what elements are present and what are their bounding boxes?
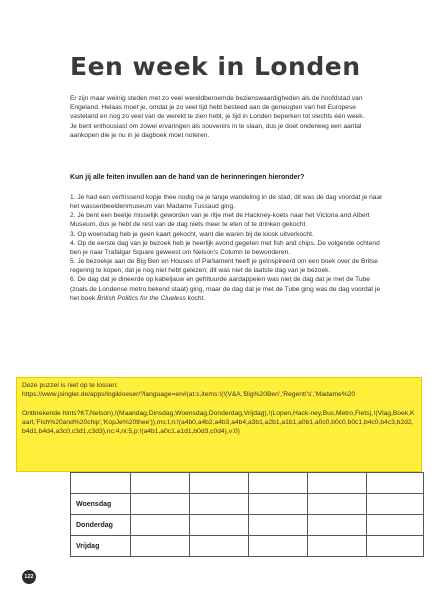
grid-cell[interactable] bbox=[308, 473, 367, 494]
note-hints: Ontbrekende hints?KT,Nelson),!(Maandag,Dinsdag,Woensdag,Donderdag,Vrijdag),!(Lopen,Hack-ney,Bus,Metro,Fiets),!(Vlag,Boek,Kaart,'Fish%20and%20chip','KopJe%20thee')),ms:t,n:!(a4b0,a4b2,a4b3,a4b4,a3b1,a2b1,a1b1,a0b1,a0c0,b0c0,b0c1,b4c0,b4c3,b2d2,b4d1,b4d4,a3c0,c3d1,c3d3),nc:4,ni:5,p:!(a4b1,a0c1,a1d1,b0d3,c0d4),v:0) bbox=[22, 409, 415, 436]
book-title: British Politics for the Clueless bbox=[97, 294, 186, 302]
table-row bbox=[71, 515, 424, 536]
grid-cell[interactable] bbox=[308, 494, 367, 515]
table-row bbox=[71, 536, 424, 557]
grid-cell[interactable] bbox=[249, 515, 308, 536]
clue-item: 4. Op de eerste dag van je bezoek heb je heerlijk avond gegeten met fish and chips. De volgende ochtend ben je naar Trafalgar Square geweest om Nelson's Column te bewonderen. bbox=[70, 239, 380, 256]
grid-cell[interactable] bbox=[249, 536, 308, 557]
grid-cell[interactable] bbox=[190, 515, 249, 536]
page-title: Een week in Londen bbox=[70, 52, 361, 81]
clue-item: 3. Op woensdag heb je geen kaart gekocht, want die waren bij de kiosk uitverkocht. bbox=[70, 230, 314, 238]
grid-day-label: Donderdag bbox=[71, 515, 131, 536]
grid-cell[interactable] bbox=[131, 494, 190, 515]
clue-item: 5. Je bezoekje aan de Big Ben en Houses of Parliament heeft je geïnspireerd om een boek over de Britse regering te kopen, dat je nog niet hebt gelezen; dit was niet de laatste dag van je bezoek. bbox=[70, 258, 378, 275]
grid-cell[interactable] bbox=[367, 515, 424, 536]
grid-day-label bbox=[71, 473, 131, 494]
clue-text-tail: kocht. bbox=[185, 294, 206, 302]
puzzle-question: Kun jij alle feiten invullen aan de hand van de herinneringen hieronder? bbox=[70, 174, 305, 181]
solution-grid bbox=[70, 472, 424, 557]
clue-item: 2. Je bent een beetje misselijk geworden van je ritje met de Hackney-koets naar het Victoria and Albert Museum, dus je hebt de rest van de dag niets meer te eten of te drinken gekocht. bbox=[70, 212, 370, 229]
grid-cell[interactable] bbox=[249, 473, 308, 494]
grid-cell[interactable] bbox=[249, 494, 308, 515]
grid-cell[interactable] bbox=[131, 536, 190, 557]
grid-cell[interactable] bbox=[131, 515, 190, 536]
note-spacer bbox=[22, 400, 416, 409]
note-url: https://www.jsingler.de/apps/logikloeser/?language=en#(at:s,items:!(!(V&A,'Big%20Ben','Regent!'s','Madame%20 bbox=[22, 391, 356, 399]
grid-cell[interactable] bbox=[367, 536, 424, 557]
grid-cell[interactable] bbox=[308, 536, 367, 557]
intro-paragraph: Er zijn maar weinig steden met zo veel wereldberoemde bezienswaardigheden als de hoofdstad van Engeland. Helaas moet je, omdat je zo veel tijd hebt besteed aan de geneugten van het Europese vasteland en nog zo veel van de wereld te zien hebt, je tijd in Londen beperken tot slechts één week. Je bent enthousiast om zowel ervaringen als souvenirs in te slaan, dus je doet onderweg een aantal aankopen die je nu in je dagboek moet noteren. bbox=[70, 95, 365, 139]
clue-item: 1. Je had een verfrissend kopje thee nodig na je lange wandeling in de stad; dit was de dag voordat je naar het wassenbeeldenmuseum van Madame Tussaud ging. bbox=[70, 194, 383, 211]
grid-cell[interactable] bbox=[367, 473, 424, 494]
grid-day-label: Woensdag bbox=[71, 494, 131, 515]
grid-cell[interactable] bbox=[190, 473, 249, 494]
grid-cell[interactable] bbox=[131, 473, 190, 494]
unsolvable-puzzle-note bbox=[16, 377, 422, 472]
table-row bbox=[71, 473, 424, 494]
grid-cell[interactable] bbox=[190, 494, 249, 515]
grid-cell[interactable] bbox=[367, 494, 424, 515]
grid-day-label: Vrijdag bbox=[71, 536, 131, 557]
clue-text: 6. De dag dat je dineerde op kabeljauw en gefrituurde aardappelen was niet de dag dat je met de Tube (zoals de Londense metro bekend staat) ging, maar de dag dat je met de Tube ging was de dag voordat je het boek bbox=[70, 276, 381, 302]
page-number-badge: 122 bbox=[22, 570, 36, 584]
clue-item bbox=[70, 275, 384, 302]
table-row bbox=[71, 494, 424, 515]
grid-cell[interactable] bbox=[308, 515, 367, 536]
clue-list bbox=[70, 193, 384, 303]
grid-cell[interactable] bbox=[190, 536, 249, 557]
note-heading: Deze puzzel is niet op te lossen: bbox=[22, 382, 118, 389]
